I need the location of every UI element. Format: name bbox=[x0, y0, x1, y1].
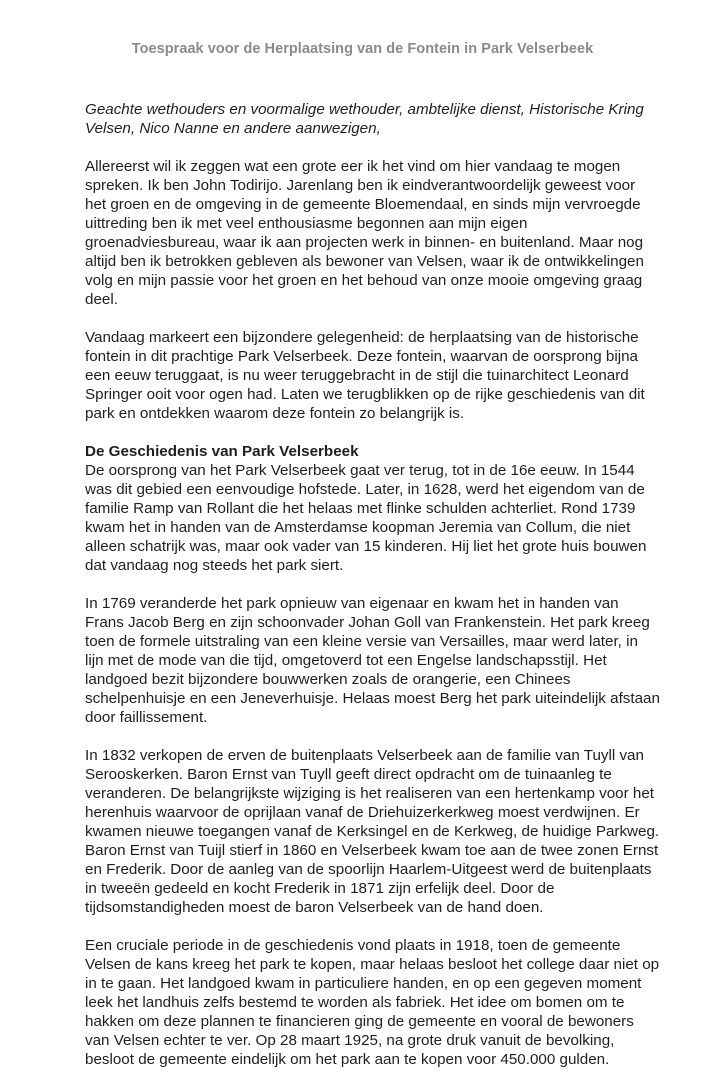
paragraph-history-origin: De oorsprong van het Park Velserbeek gaat ver terug, tot in de 16e eeuw. In 1544 was dit gebied een eenvoudige hofstede. Later, in 1628, werd het eigendom van de familie Ramp van Rollant die het helaas met flinke schulden achterliet. Rond 1739 kwam het in handen van de Amsterdamse koopman Jeremia van Collum, die niet alleen schatrijk was, maar ook vader van 15 kinderen. Hij liet het grote huis bouwen dat vandaag nog steeds het park siert. bbox=[85, 462, 647, 574]
paragraph-intro: Allereerst wil ik zeggen wat een grote eer ik het vind om hier vandaag te mogen spreken. Ik ben John Todirijo. Jarenlang ben ik eindverantwoordelijk geweest voor het groen en de omgeving in de gemeente Bloemendaal, en sinds mijn vervroegde uittreding ben ik met veel enthousiasme begonnen aan mijn eigen groenadviesbureau, waar ik aan projecten werk in binnen- en buitenland. Maar nog altijd ben ik betrokken gebleven als bewoner van Velsen, waar ik de ontwikkelingen volg en mijn passie voor het groen en het behoud van onze mooie omgeving graag deel. bbox=[85, 158, 644, 308]
paragraph-occasion: Vandaag markeert een bijzondere gelegenheid: de herplaatsing van de historische fontein in dit prachtige Park Velserbeek. Deze fontein, waarvan de oorsprong bijna een eeuw teruggaat, is nu weer teruggebracht in de stijl die tuinarchitect Leonard Springer ooit voor ogen had. Laten we terugblikken op de rijke geschiedenis van dit park en ontdekken waarom deze fontein zo belangrijk is. bbox=[85, 329, 645, 422]
salutation: Geachte wethouders en voormalige wethouder, ambtelijke dienst, Historische Kring Velsen, Nico Nanne en andere aanwezigen, bbox=[85, 101, 644, 137]
section-heading: De Geschiedenis van Park Velserbeek bbox=[85, 443, 359, 460]
history-section bbox=[85, 442, 660, 575]
paragraph-history-1769: In 1769 veranderde het park opnieuw van eigenaar en kwam het in handen van Frans Jacob Berg en zijn schoonvader Johan Goll van Frankenstein. Het park kreeg toen de formele uitstraling van een kleine versie van Versailles, maar werd later, in lijn met de mode van die tijd, omgetoverd tot een Engelse landschapsstijl. Het landgoed bezit bijzondere bouwwerken zoals de orangerie, een Chinees schelpenhuisje en een Jeneverhuisje. Helaas moest Berg het park uiteindelijk afstaan door faillissement. bbox=[85, 595, 660, 726]
document-body bbox=[85, 100, 660, 1088]
paragraph-history-1832: In 1832 verkopen de erven de buitenplaats Velserbeek aan de familie van Tuyll van Serooskerken. Baron Ernst van Tuyll geeft direct opdracht om de tuinaanleg te veranderen. De belangrijkste wijziging is het realiseren van een hertenkamp voor het herenhuis waarvoor de oprijlaan vanaf de Driehuizerkerkweg moest verdwijnen. Er kwamen nieuwe toegangen vanaf de Kerksingel en de Kerkweg, de huidige Parkweg. Baron Ernst van Tuijl stierf in 1860 en Velserbeek kwam toe aan de twee zonen Ernst en Frederik. Door de aanleg van de spoorlijn Haarlem-Uitgeest werd de buitenplaats in tweeën gedeeld en kocht Frederik in 1871 zijn erfelijk deel. Door de tijdsomstandigheden moest de baron Velserbeek van de hand doen. bbox=[85, 747, 660, 916]
paragraph-history-1918: Een cruciale periode in de geschiedenis vond plaats in 1918, toen de gemeente Velsen de kans kreeg het park te kopen, maar helaas besloot het college daar niet op in te gaan. Het landgoed kwam in particuliere handen, en op een gegeven moment leek het landhuis zelfs bestemd te worden als fabriek. Het idee om bomen om te hakken om deze plannen te financieren ging de gemeente en vooral de bewoners van Velsen echter te ver. Op 28 maart 1925, na grote druk vanuit de bevolking, besloot de gemeente eindelijk om het park aan te kopen voor 450.000 gulden. bbox=[85, 937, 660, 1068]
document-title: Toespraak voor de Herplaatsing van de Fontein in Park Velserbeek bbox=[131, 41, 594, 57]
